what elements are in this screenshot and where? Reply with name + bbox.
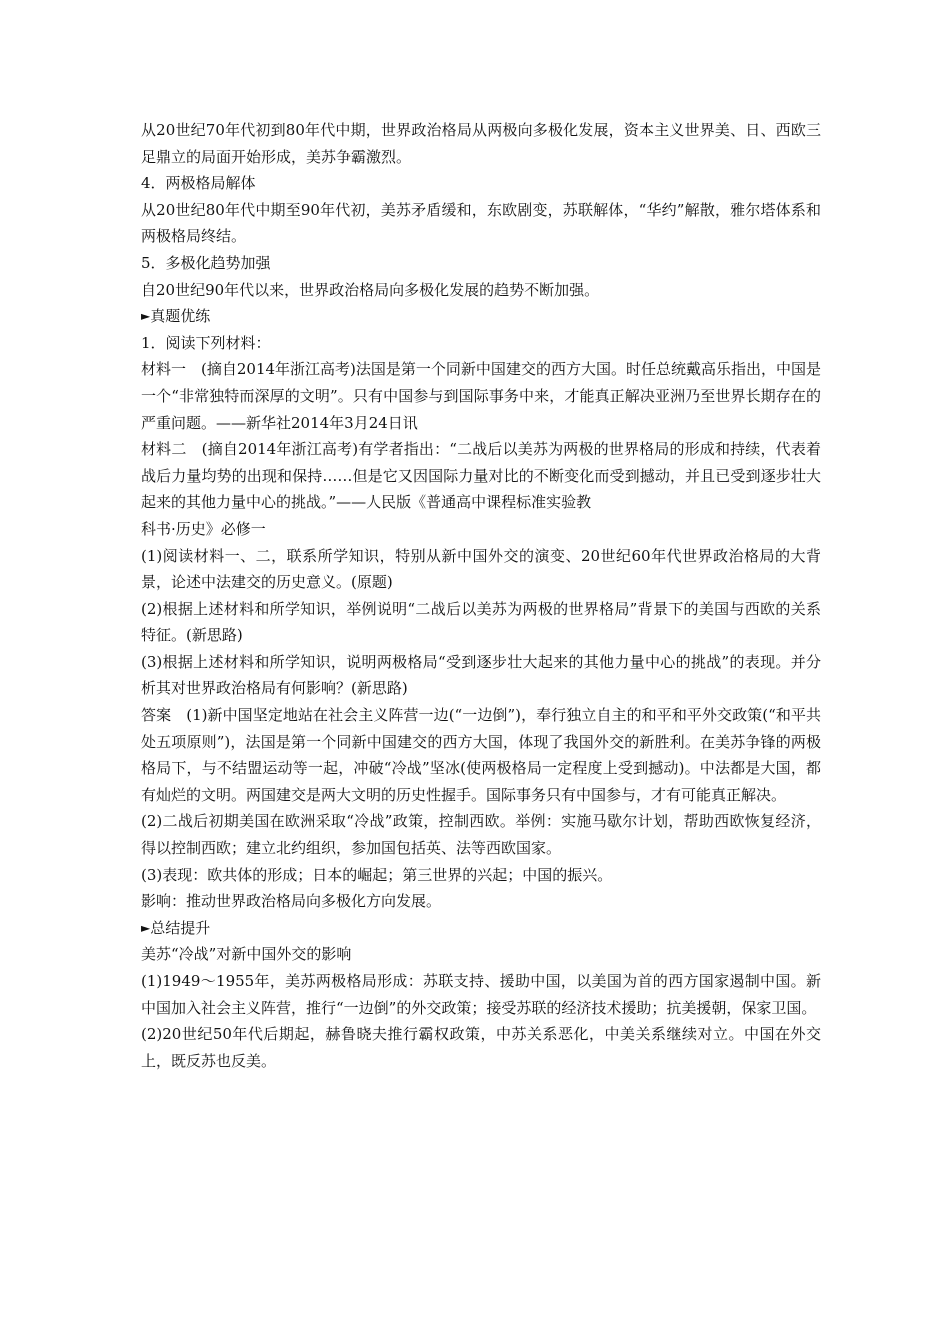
document-page: [141, 117, 821, 1074]
section-heading: 4．两极格局解体: [141, 174, 256, 193]
summary-title: 美苏“冷战”对新中国外交的影响: [141, 945, 352, 964]
answer-paragraph: 影响：推动世界政治格局向多极化方向发展。: [141, 892, 442, 911]
summary-paragraph: (2)20世纪50年代后期起，赫鲁晓夫推行霸权政策，中苏关系恶化，中美关系继续对立。中国在外交上，既反苏也反美。: [141, 1025, 821, 1070]
intro-paragraph: 从20世纪70年代初到80年代中期，世界政治格局从两极向多极化发展，资本主义世界美、日、西欧三足鼎立的局面开始形成，美苏争霸激烈。: [141, 121, 821, 166]
material-paragraph: 材料二 (摘自2014年浙江高考)有学者指出：“二战后以美苏为两极的世界格局的形成和持续，代表着战后力量均势的出现和保持……但是它又因国际力量对比的不断变化而受到撼动，并且已受到逐步壮大起来的其他力量中心的挑战。”——人民版《普通高中课程标准实验教: [141, 440, 821, 512]
question-stem: 1．阅读下列材料：: [141, 333, 271, 352]
triangle-marker-icon: ►: [141, 920, 151, 935]
summary-paragraph: (1)1949～1955年，美苏两极格局形成：苏联支持、援助中国，以美国为首的西方国家遏制中国。新中国加入社会主义阵营，推行“一边倒”的外交政策；接受苏联的经济技术援助；抗美援朝，保家卫国。: [141, 972, 821, 1017]
sub-question: (1)阅读材料一、二，联系所学知识，特别从新中国外交的演变、20世纪60年代世界政治格局的大背景，论述中法建交的历史意义。(原题): [141, 546, 821, 592]
practice-heading-label: 真题优练: [150, 307, 211, 326]
summary-heading: [141, 915, 821, 942]
answer-paragraph: 答案 (1)新中国坚定地站在社会主义阵营一边(“一边倒”)，奉行独立自主的和平和平外交政策(“和平共处五项原则”)，法国是第一个同新中国建交的西方大国，体现了我国外交的新胜利。在美苏争锋的两极格局下，与不结盟运动等一起，冲破“冷战”坚冰(使两极格局一定程度上受到撼动)。中法都是大国，都有灿烂的文明。两国建交是两大文明的历史性握手。国际事务只有中国参与，才有可能真正解决。: [141, 706, 821, 804]
answer-paragraph: (2)二战后初期美国在欧洲采取“冷战”政策，控制西欧。举例：实施马歇尔计划，帮助西欧恢复经济，得以控制西欧；建立北约组织，参加国包括英、法等西欧国家。: [141, 812, 821, 858]
material-paragraph: 材料一 (摘自2014年浙江高考)法国是第一个同新中国建交的西方大国。时任总统戴高乐指出，中国是一个“非常独特而深厚的文明”。只有中国参与到国际事务中来，才能真正解决亚洲乃至世界长期存在的严重问题。——新华社2014年3月24日讯: [141, 360, 821, 432]
sub-question: (2)根据上述材料和所学知识，举例说明“二战后以美苏为两极的世界格局”背景下的美国与西欧的关系特征。(新思路): [141, 599, 821, 645]
intro-paragraph: 从20世纪80年代中期至90年代初，美苏矛盾缓和，东欧剧变，苏联解体，“华约”解散，雅尔塔体系和两极格局终结。: [141, 200, 821, 246]
material-paragraph-continuation: 科书·历史》必修一: [141, 519, 266, 538]
sub-question: (3)根据上述材料和所学知识，说明两极格局“受到逐步壮大起来的其他力量中心的挑战”的表现。并分析其对世界政治格局有何影响？(新思路): [141, 652, 821, 698]
section-heading: 5．多极化趋势加强: [141, 253, 271, 272]
answer-paragraph: (3)表现：欧共体的形成；日本的崛起；第三世界的兴起；中国的振兴。: [141, 865, 613, 884]
practice-heading: [141, 303, 821, 330]
triangle-marker-icon: ►: [141, 309, 151, 324]
summary-heading-label: 总结提升: [150, 918, 211, 937]
intro-paragraph: 自20世纪90年代以来，世界政治格局向多极化发展的趋势不断加强。: [141, 280, 600, 299]
